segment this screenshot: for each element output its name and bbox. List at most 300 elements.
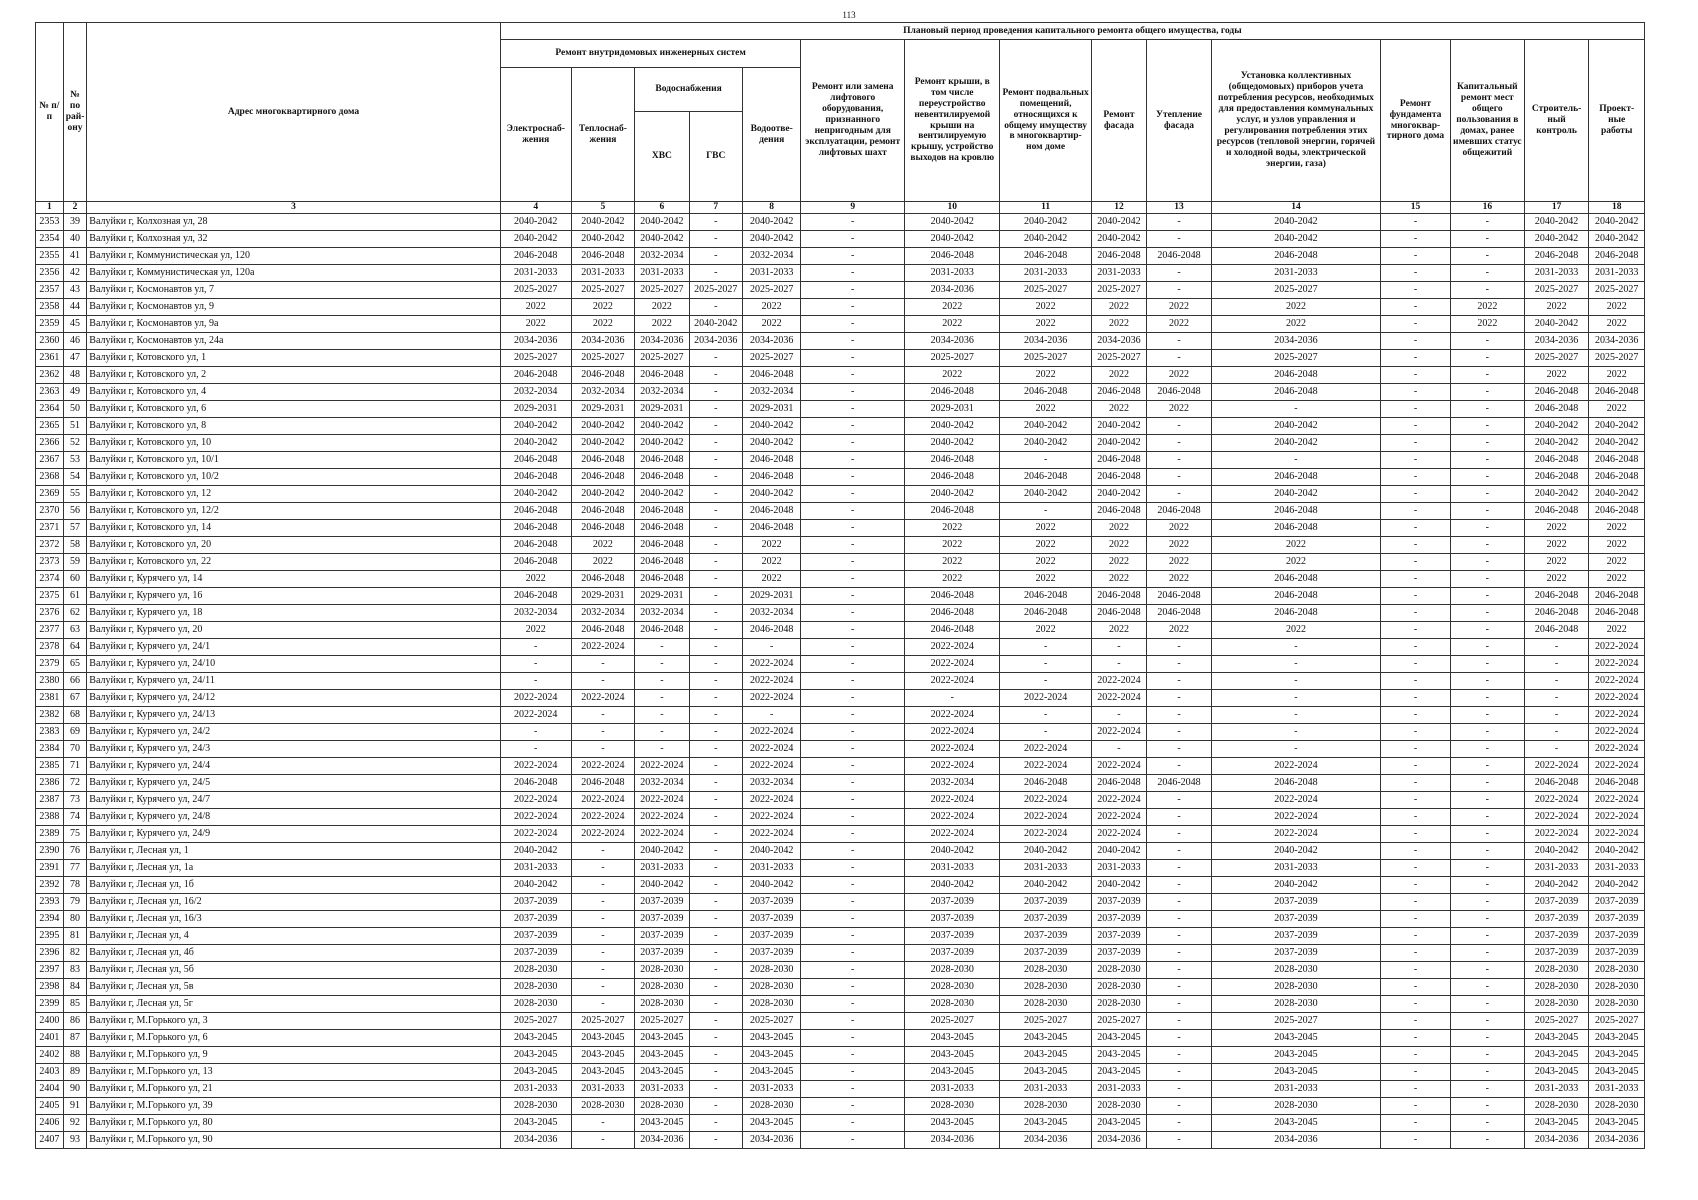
- table-cell: -: [1091, 741, 1146, 758]
- table-cell: -: [1450, 826, 1524, 843]
- table-cell: 2022: [1589, 299, 1645, 316]
- table-cell: 2022-2024: [571, 826, 635, 843]
- table-cell: 2043-2045: [1524, 1047, 1589, 1064]
- table-cell: 2367: [36, 452, 64, 469]
- table-cell: 2028-2030: [1589, 979, 1645, 996]
- table-cell: 66: [63, 673, 87, 690]
- address-cell: Валуйки г, Лесная ул, 1а: [87, 860, 501, 877]
- table-cell: 2022: [1000, 401, 1091, 418]
- table-row: [36, 1030, 1645, 1047]
- table-cell: 2022: [571, 316, 635, 333]
- table-cell: 2028-2030: [571, 1098, 635, 1115]
- table-row: [36, 792, 1645, 809]
- table-row: [36, 520, 1645, 537]
- table-cell: 48: [63, 367, 87, 384]
- table-cell: 2363: [36, 384, 64, 401]
- table-cell: -: [571, 945, 635, 962]
- table-cell: -: [801, 775, 905, 792]
- table-cell: 53: [63, 452, 87, 469]
- table-cell: 2040-2042: [905, 435, 1000, 452]
- address-cell: Валуйки г, М.Горького ул, 80: [87, 1115, 501, 1132]
- table-row: [36, 537, 1645, 554]
- table-cell: 2373: [36, 554, 64, 571]
- table-cell: 2022: [1091, 537, 1146, 554]
- table-cell: 2022: [742, 571, 800, 588]
- table-cell: 2046-2048: [571, 520, 635, 537]
- table-cell: 2025-2027: [1091, 350, 1146, 367]
- table-cell: 2379: [36, 656, 64, 673]
- table-cell: -: [1381, 588, 1451, 605]
- address-cell: Валуйки г, Курячего ул, 24/4: [87, 758, 501, 775]
- table-cell: -: [801, 962, 905, 979]
- table-row: [36, 1115, 1645, 1132]
- table-cell: -: [801, 639, 905, 656]
- table-cell: 2022-2024: [905, 741, 1000, 758]
- table-cell: 2043-2045: [635, 1047, 689, 1064]
- address-cell: Валуйки г, Лесная ул, 5в: [87, 979, 501, 996]
- table-cell: 2046-2048: [500, 520, 571, 537]
- table-cell: -: [1524, 724, 1589, 741]
- table-cell: 82: [63, 945, 87, 962]
- table-cell: 2029-2031: [905, 401, 1000, 418]
- table-cell: 2366: [36, 435, 64, 452]
- table-cell: 2387: [36, 792, 64, 809]
- table-cell: 2022: [1000, 554, 1091, 571]
- table-cell: -: [1381, 639, 1451, 656]
- table-cell: 2031-2033: [500, 1081, 571, 1098]
- table-cell: 2046-2048: [742, 520, 800, 537]
- table-cell: -: [1147, 639, 1212, 656]
- table-cell: -: [1524, 673, 1589, 690]
- table-cell: 2046-2048: [635, 622, 689, 639]
- address-cell: Валуйки г, Котовского ул, 20: [87, 537, 501, 554]
- table-cell: 59: [63, 554, 87, 571]
- table-cell: -: [689, 996, 742, 1013]
- table-cell: 2037-2039: [635, 894, 689, 911]
- address-cell: Валуйки г, М.Горького ул, 90: [87, 1132, 501, 1149]
- header-district-number: № по рай-ону: [63, 23, 87, 202]
- table-cell: -: [801, 911, 905, 928]
- table-cell: 2040-2042: [742, 486, 800, 503]
- table-cell: 2046-2048: [1524, 384, 1589, 401]
- table-cell: 2022-2024: [905, 826, 1000, 843]
- address-cell: Валуйки г, Курячего ул, 24/9: [87, 826, 501, 843]
- table-cell: 2040-2042: [571, 435, 635, 452]
- table-cell: -: [689, 384, 742, 401]
- table-cell: 2046-2048: [1524, 775, 1589, 792]
- table-row: [36, 486, 1645, 503]
- table-row: [36, 741, 1645, 758]
- table-cell: 2025-2027: [1211, 282, 1380, 299]
- table-row: [36, 775, 1645, 792]
- table-cell: 2022-2024: [742, 809, 800, 826]
- table-cell: 92: [63, 1115, 87, 1132]
- address-cell: Валуйки г, Курячего ул, 24/11: [87, 673, 501, 690]
- table-cell: 2032-2034: [500, 605, 571, 622]
- table-cell: -: [1147, 282, 1212, 299]
- table-cell: -: [1381, 843, 1451, 860]
- table-cell: 2040-2042: [1091, 486, 1146, 503]
- table-cell: 2046-2048: [1524, 469, 1589, 486]
- table-cell: -: [1147, 809, 1212, 826]
- table-cell: 2040-2042: [1211, 231, 1380, 248]
- table-cell: 2022: [905, 571, 1000, 588]
- table-cell: 51: [63, 418, 87, 435]
- table-cell: -: [1147, 945, 1212, 962]
- table-cell: -: [1381, 537, 1451, 554]
- table-cell: -: [1450, 588, 1524, 605]
- table-row: [36, 656, 1645, 673]
- table-cell: 2022: [500, 571, 571, 588]
- table-cell: -: [1381, 911, 1451, 928]
- table-cell: -: [801, 520, 905, 537]
- table-cell: -: [1147, 758, 1212, 775]
- table-cell: 2025-2027: [1211, 350, 1380, 367]
- table-cell: 2046-2048: [635, 554, 689, 571]
- table-cell: -: [1381, 860, 1451, 877]
- table-cell: -: [1381, 690, 1451, 707]
- table-cell: 2040-2042: [1524, 877, 1589, 894]
- column-number: 10: [905, 202, 1000, 214]
- address-cell: Валуйки г, Котовского ул, 22: [87, 554, 501, 571]
- table-cell: -: [1381, 979, 1451, 996]
- table-cell: 2022: [1589, 367, 1645, 384]
- table-cell: -: [1000, 639, 1091, 656]
- table-cell: -: [1381, 316, 1451, 333]
- table-cell: 2022: [742, 537, 800, 554]
- table-cell: 2398: [36, 979, 64, 996]
- table-cell: 2046-2048: [571, 775, 635, 792]
- table-cell: 2031-2033: [1211, 265, 1380, 282]
- table-cell: 2022: [905, 316, 1000, 333]
- table-cell: 2025-2027: [1091, 1013, 1146, 1030]
- table-cell: 52: [63, 435, 87, 452]
- column-number: 1: [36, 202, 64, 214]
- table-cell: 2040-2042: [571, 486, 635, 503]
- table-cell: -: [801, 299, 905, 316]
- table-cell: -: [1381, 554, 1451, 571]
- table-cell: 2031-2033: [905, 860, 1000, 877]
- table-cell: 2022: [635, 316, 689, 333]
- table-cell: 2037-2039: [905, 911, 1000, 928]
- table-cell: 2364: [36, 401, 64, 418]
- table-cell: 2022-2024: [1000, 809, 1091, 826]
- table-cell: -: [689, 231, 742, 248]
- table-cell: 65: [63, 656, 87, 673]
- table-row: [36, 690, 1645, 707]
- table-cell: 2032-2034: [742, 605, 800, 622]
- column-number: 8: [742, 202, 800, 214]
- table-cell: 2031-2033: [905, 1081, 1000, 1098]
- table-cell: 2034-2036: [500, 1132, 571, 1149]
- table-cell: -: [1450, 231, 1524, 248]
- address-cell: Валуйки г, Котовского ул, 10/2: [87, 469, 501, 486]
- table-cell: 2031-2033: [1091, 1081, 1146, 1098]
- table-cell: -: [801, 605, 905, 622]
- table-cell: -: [742, 707, 800, 724]
- table-row: [36, 877, 1645, 894]
- table-cell: -: [635, 673, 689, 690]
- address-cell: Валуйки г, Колхозная ул, 32: [87, 231, 501, 248]
- table-cell: 2022-2024: [905, 758, 1000, 775]
- table-cell: -: [1524, 707, 1589, 724]
- table-cell: 2043-2045: [1524, 1030, 1589, 1047]
- table-cell: 2022-2024: [1211, 809, 1380, 826]
- table-cell: -: [689, 367, 742, 384]
- table-cell: 2037-2039: [1091, 928, 1146, 945]
- table-cell: -: [1147, 214, 1212, 231]
- table-cell: -: [801, 214, 905, 231]
- table-cell: 2037-2039: [742, 894, 800, 911]
- table-cell: -: [571, 962, 635, 979]
- table-row: [36, 894, 1645, 911]
- table-row: [36, 996, 1645, 1013]
- table-cell: 2356: [36, 265, 64, 282]
- table-cell: 2040-2042: [1000, 418, 1091, 435]
- header-basement: Ремонт подвальных помещений, относящихся к общему имуществу в многоквартир-ном доме: [1000, 40, 1091, 202]
- table-cell: -: [801, 367, 905, 384]
- table-cell: 83: [63, 962, 87, 979]
- column-number: 16: [1450, 202, 1524, 214]
- table-cell: -: [689, 571, 742, 588]
- address-cell: Валуйки г, М.Горького ул, 3: [87, 1013, 501, 1030]
- table-row: [36, 265, 1645, 282]
- table-cell: 2022-2024: [742, 826, 800, 843]
- table-cell: 2037-2039: [1211, 911, 1380, 928]
- table-cell: -: [1450, 1047, 1524, 1064]
- page-number: 113: [842, 10, 856, 20]
- table-cell: 2022: [500, 299, 571, 316]
- table-cell: 2028-2030: [905, 996, 1000, 1013]
- table-cell: 2028-2030: [1211, 996, 1380, 1013]
- table-cell: 2022: [1091, 299, 1146, 316]
- table-cell: 2040-2042: [1091, 843, 1146, 860]
- table-cell: 2046-2048: [500, 248, 571, 265]
- table-cell: -: [1147, 741, 1212, 758]
- table-cell: 2031-2033: [571, 1081, 635, 1098]
- table-cell: 2037-2039: [905, 894, 1000, 911]
- table-cell: -: [801, 877, 905, 894]
- table-cell: 2022: [1000, 622, 1091, 639]
- table-cell: 2028-2030: [1524, 962, 1589, 979]
- table-cell: 2022-2024: [742, 724, 800, 741]
- table-cell: -: [689, 894, 742, 911]
- table-cell: 2043-2045: [1211, 1047, 1380, 1064]
- table-row: [36, 860, 1645, 877]
- table-cell: 2404: [36, 1081, 64, 1098]
- table-cell: 2034-2036: [500, 333, 571, 350]
- table-row: [36, 588, 1645, 605]
- table-cell: -: [500, 639, 571, 656]
- table-cell: -: [1211, 656, 1380, 673]
- table-cell: -: [1381, 877, 1451, 894]
- address-cell: Валуйки г, Курячего ул, 24/8: [87, 809, 501, 826]
- table-cell: 2037-2039: [1524, 911, 1589, 928]
- table-cell: 2040-2042: [500, 214, 571, 231]
- table-cell: 2032-2034: [571, 605, 635, 622]
- table-cell: 2046-2048: [742, 469, 800, 486]
- table-cell: -: [1381, 1030, 1451, 1047]
- address-cell: Валуйки г, Космонавтов ул, 9а: [87, 316, 501, 333]
- table-row: [36, 962, 1645, 979]
- table-cell: -: [689, 486, 742, 503]
- table-cell: 2040-2042: [1211, 435, 1380, 452]
- table-cell: 2022: [1589, 520, 1645, 537]
- table-cell: 2022: [1524, 367, 1589, 384]
- table-cell: -: [801, 1047, 905, 1064]
- table-cell: 2040-2042: [1000, 843, 1091, 860]
- table-cell: 44: [63, 299, 87, 316]
- table-cell: 2046-2048: [1147, 384, 1212, 401]
- table-row: [36, 1132, 1645, 1149]
- table-cell: -: [1147, 1013, 1212, 1030]
- table-cell: -: [1381, 894, 1451, 911]
- table-cell: -: [571, 1115, 635, 1132]
- table-cell: -: [1147, 333, 1212, 350]
- table-cell: 2022: [1211, 316, 1380, 333]
- table-cell: -: [1000, 707, 1091, 724]
- table-cell: -: [1450, 435, 1524, 452]
- table-cell: -: [801, 1013, 905, 1030]
- table-cell: 2022-2024: [905, 656, 1000, 673]
- table-cell: -: [689, 1047, 742, 1064]
- table-cell: -: [801, 707, 905, 724]
- table-cell: -: [571, 843, 635, 860]
- table-cell: 2022-2024: [1589, 690, 1645, 707]
- table-cell: 2022-2024: [635, 809, 689, 826]
- table-cell: 2022: [905, 537, 1000, 554]
- table-cell: 2034-2036: [635, 333, 689, 350]
- table-cell: -: [1450, 333, 1524, 350]
- table-cell: 2046-2048: [500, 452, 571, 469]
- table-cell: -: [689, 1115, 742, 1132]
- table-cell: 2360: [36, 333, 64, 350]
- table-cell: 2368: [36, 469, 64, 486]
- table-row: [36, 809, 1645, 826]
- table-cell: 2028-2030: [1211, 1098, 1380, 1115]
- table-cell: 2037-2039: [1524, 945, 1589, 962]
- table-cell: -: [571, 724, 635, 741]
- table-cell: 2025-2027: [635, 282, 689, 299]
- table-cell: -: [801, 231, 905, 248]
- capital-repair-schedule-table: [35, 22, 1645, 1149]
- table-cell: -: [801, 554, 905, 571]
- table-cell: 2028-2030: [742, 996, 800, 1013]
- table-cell: 2037-2039: [635, 945, 689, 962]
- table-cell: -: [689, 554, 742, 571]
- table-cell: 2022: [1091, 316, 1146, 333]
- table-cell: 2043-2045: [1091, 1115, 1146, 1132]
- table-cell: 2046-2048: [742, 452, 800, 469]
- table-cell: -: [801, 741, 905, 758]
- table-cell: 2034-2036: [571, 333, 635, 350]
- table-cell: 2037-2039: [1589, 945, 1645, 962]
- table-cell: 2043-2045: [1091, 1047, 1146, 1064]
- table-cell: -: [571, 877, 635, 894]
- table-row: [36, 469, 1645, 486]
- table-cell: 2022: [1000, 367, 1091, 384]
- table-cell: -: [1147, 1081, 1212, 1098]
- table-cell: 2040-2042: [1091, 418, 1146, 435]
- table-cell: -: [1147, 690, 1212, 707]
- table-cell: -: [571, 996, 635, 1013]
- table-cell: -: [571, 979, 635, 996]
- table-cell: 2029-2031: [742, 588, 800, 605]
- table-cell: -: [635, 741, 689, 758]
- table-cell: 2040-2042: [1091, 435, 1146, 452]
- table-cell: 2396: [36, 945, 64, 962]
- table-cell: 2025-2027: [742, 1013, 800, 1030]
- table-cell: 2028-2030: [500, 979, 571, 996]
- table-cell: 2022: [1524, 571, 1589, 588]
- table-cell: 2034-2036: [1000, 1132, 1091, 1149]
- table-cell: 2037-2039: [635, 911, 689, 928]
- table-cell: 2402: [36, 1047, 64, 1064]
- table-cell: 2022-2024: [571, 639, 635, 656]
- table-cell: 2046-2048: [1000, 248, 1091, 265]
- table-cell: 2040-2042: [905, 214, 1000, 231]
- table-cell: 47: [63, 350, 87, 367]
- table-cell: 2022: [1147, 554, 1212, 571]
- table-cell: 2022-2024: [500, 690, 571, 707]
- table-cell: 2031-2033: [1091, 860, 1146, 877]
- address-cell: Валуйки г, М.Горького ул, 21: [87, 1081, 501, 1098]
- table-cell: 2025-2027: [1524, 1013, 1589, 1030]
- table-cell: -: [1450, 1115, 1524, 1132]
- table-cell: 2046-2048: [635, 452, 689, 469]
- table-cell: 2022-2024: [1091, 792, 1146, 809]
- table-cell: 2028-2030: [1091, 996, 1146, 1013]
- table-cell: -: [689, 214, 742, 231]
- table-cell: 2046-2048: [1091, 469, 1146, 486]
- table-cell: 42: [63, 265, 87, 282]
- address-cell: Валуйки г, Курячего ул, 18: [87, 605, 501, 622]
- table-cell: 2022: [571, 554, 635, 571]
- table-cell: 2040-2042: [905, 877, 1000, 894]
- table-cell: 2025-2027: [571, 1013, 635, 1030]
- table-cell: 2022: [571, 299, 635, 316]
- table-cell: -: [1450, 860, 1524, 877]
- table-cell: 2040-2042: [1524, 486, 1589, 503]
- table-cell: 2046-2048: [1589, 469, 1645, 486]
- table-cell: 2022-2024: [1524, 809, 1589, 826]
- table-cell: -: [1000, 724, 1091, 741]
- table-cell: -: [1211, 690, 1380, 707]
- table-cell: 2025-2027: [500, 350, 571, 367]
- table-cell: -: [689, 911, 742, 928]
- table-cell: 2371: [36, 520, 64, 537]
- table-cell: 71: [63, 758, 87, 775]
- table-row: [36, 639, 1645, 656]
- table-cell: 2046-2048: [1091, 248, 1146, 265]
- address-cell: Валуйки г, Курячего ул, 16: [87, 588, 501, 605]
- table-cell: 2031-2033: [500, 860, 571, 877]
- table-cell: 2046-2048: [500, 503, 571, 520]
- table-cell: 2046-2048: [571, 622, 635, 639]
- table-cell: 2046-2048: [1524, 622, 1589, 639]
- column-number: 18: [1589, 202, 1645, 214]
- table-cell: 2022-2024: [500, 809, 571, 826]
- table-cell: 80: [63, 911, 87, 928]
- table-cell: 2046-2048: [1211, 571, 1380, 588]
- table-cell: 2022-2024: [1589, 826, 1645, 843]
- table-cell: -: [1211, 707, 1380, 724]
- table-cell: 2383: [36, 724, 64, 741]
- table-cell: -: [801, 1081, 905, 1098]
- table-cell: -: [500, 741, 571, 758]
- table-cell: -: [689, 639, 742, 656]
- table-cell: 2032-2034: [635, 775, 689, 792]
